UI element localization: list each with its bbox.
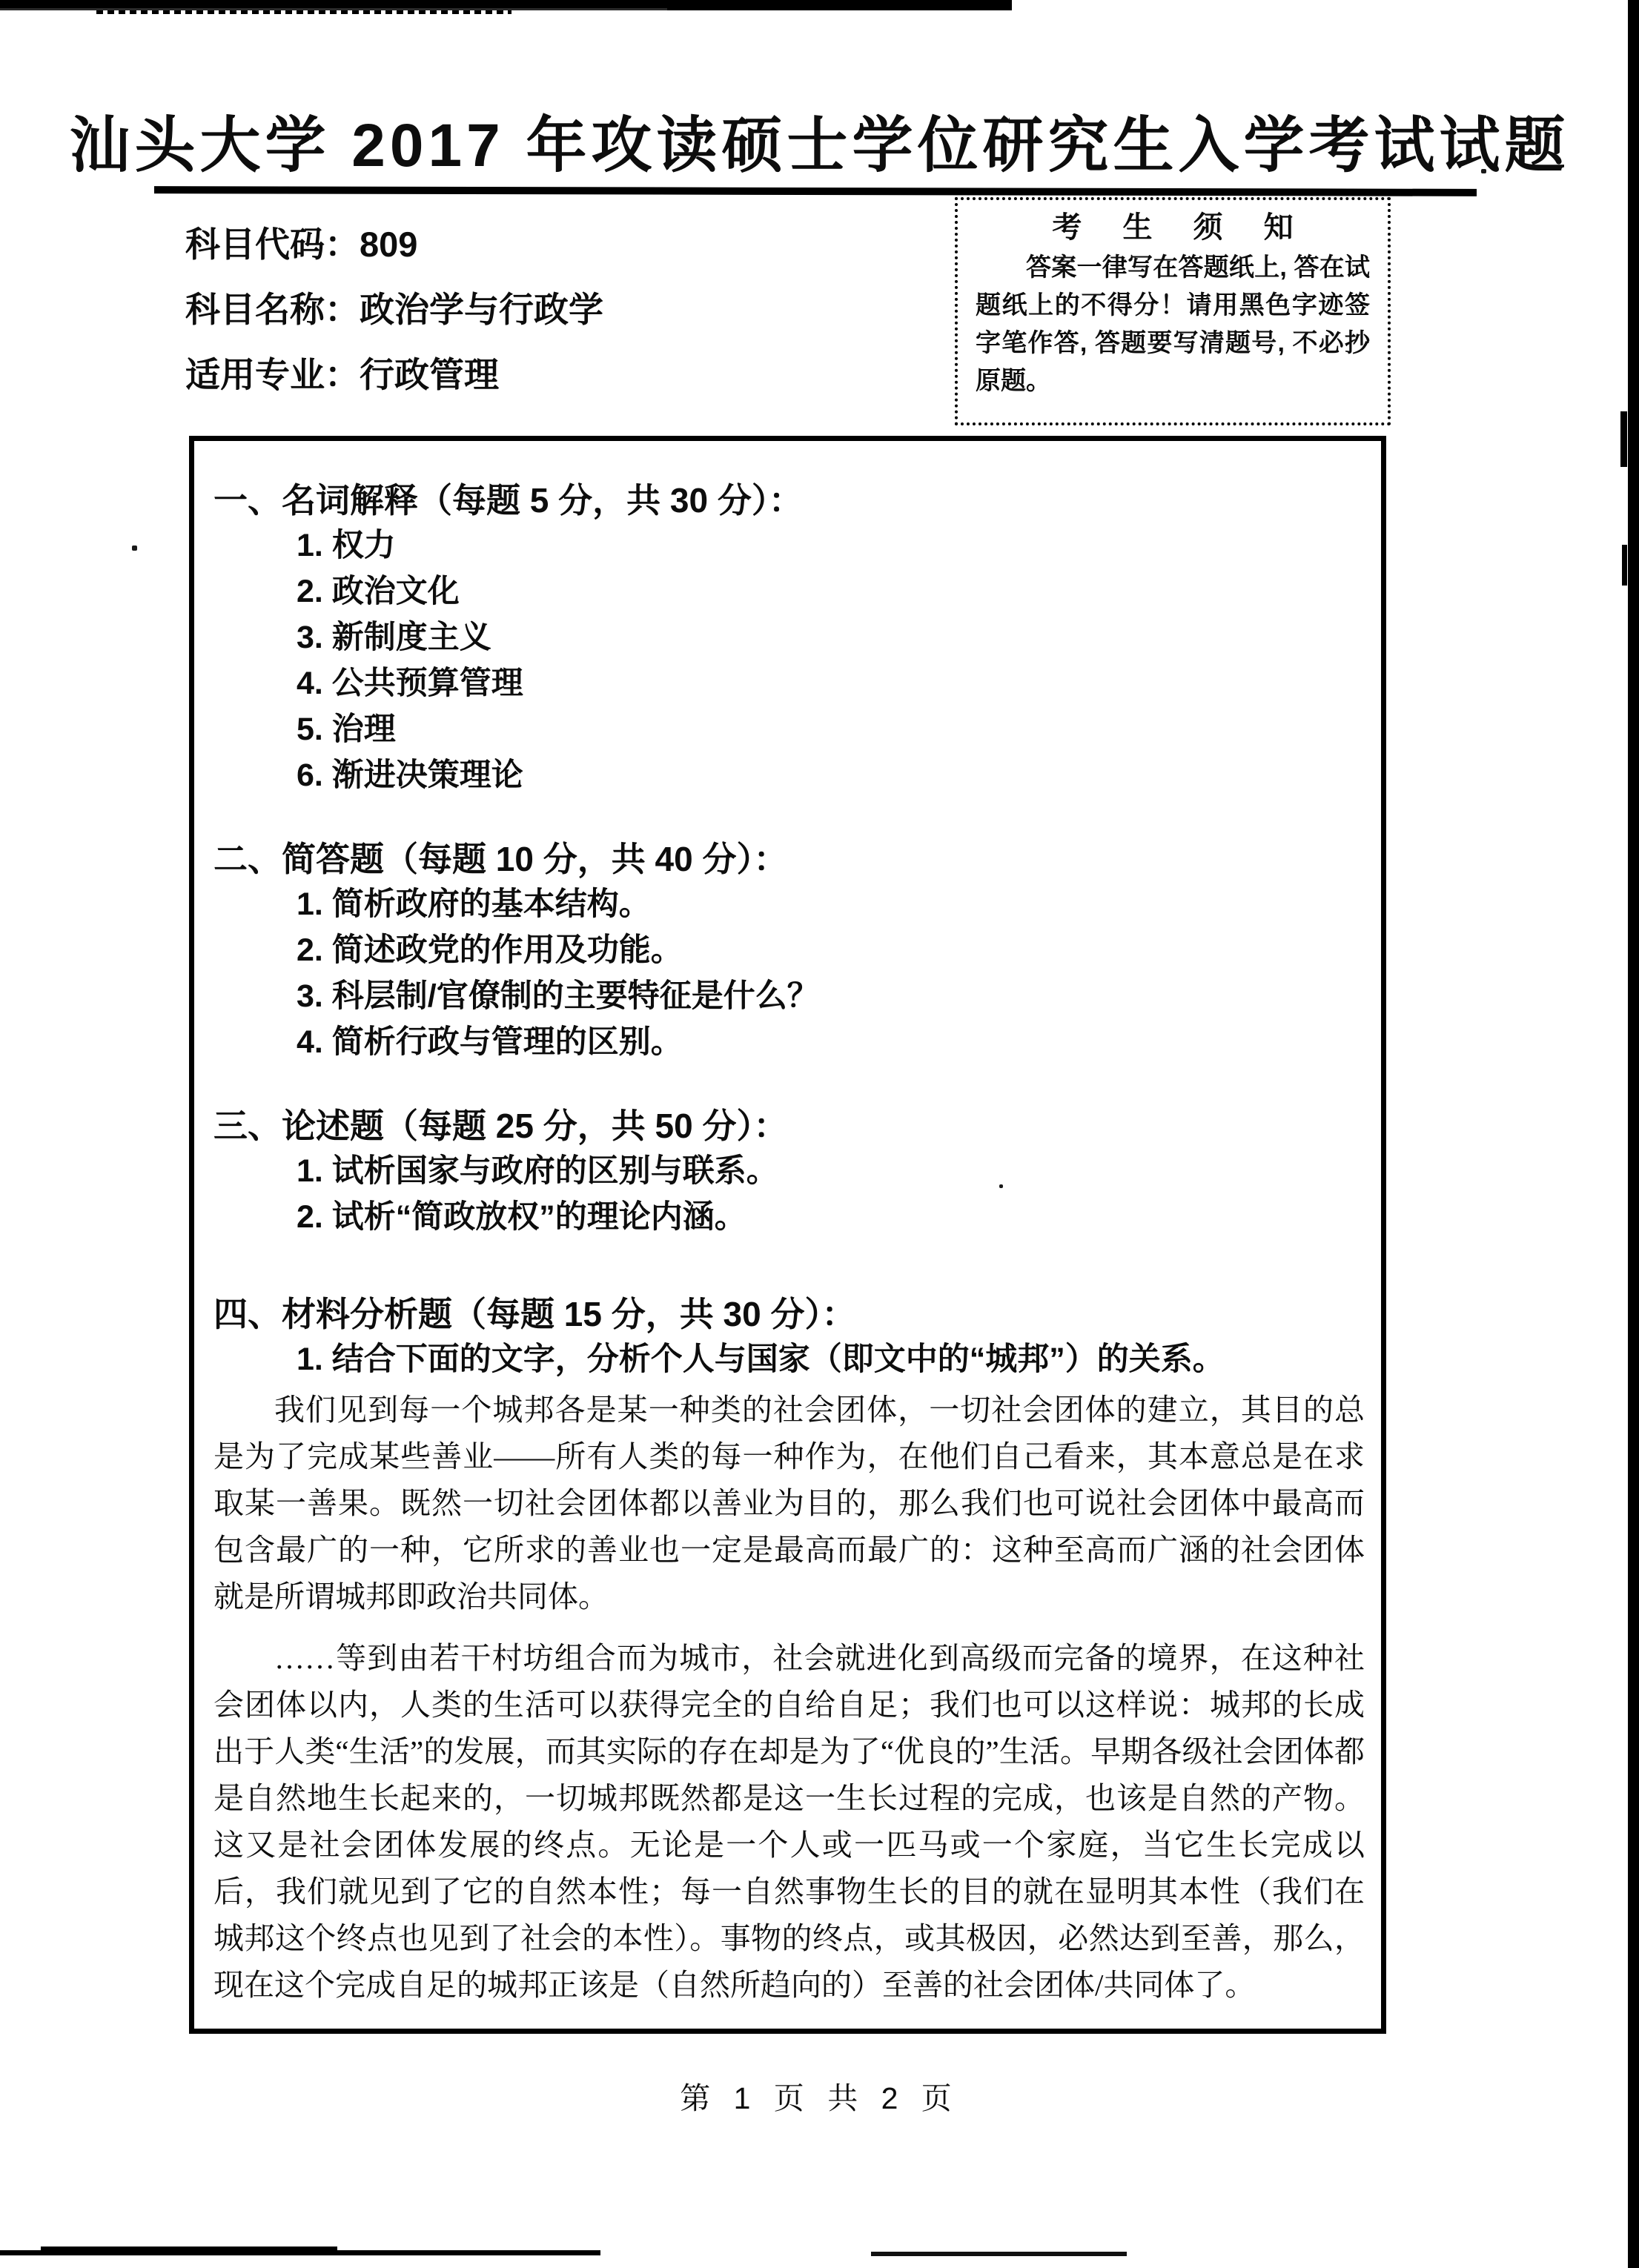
questions-box [189,436,1386,2034]
page-footer: 第 1 页 共 2 页 [680,2081,959,2115]
exam-title: 汕头大学 2017 年攻读硕士学位研究生入学考试试题 [69,112,1570,179]
candidate-notice-box [955,197,1391,425]
major-line: 适用专业：行政管理 [185,355,499,394]
section-heading: 三、论述题（每题 25 分，共 50 分）： [213,1107,788,1145]
scan-artifact-bottom-left [0,2250,600,2255]
question-item: 6. 渐进决策理论 [297,757,523,793]
question-item: 3. 新制度主义 [297,620,491,655]
question-item: 1. 权力 [297,528,396,563]
material-text [213,1387,1365,2009]
section-essay [213,1104,1365,1240]
scan-artifact-right-tick [1622,545,1627,586]
scan-speck [132,546,137,551]
notice-body: 答案一律写在答题纸上, 答在试题纸上的不得分！请用黑色字迹签字笔作答, 答题要写清题号, 不必抄原题。 [976,253,1370,395]
material-paragraph: ……等到由若干村坊组合而为城市，社会就进化到高级而完备的境界，在这种社会团体以内，人类的生活可以获得完全的自给自足；我们也可以这样说：城邦的长成出于人类“生活”的发展，而其实际的存在却是为了“优良的”生活。早期各级社会团体都是自然地生长起来的，一切城邦既然都是这一生长过程的完成，也该是自然的产物。这又是社会团体发展的终点。无论是一个人或一匹马或一个家庭，当它生长完成以后，我们就见到了它的自然本性；每一自然事物生长的目的就在显明其本性（我们在城邦这个终点也见到了社会的本性）。事物的终点，或其极因，必然达到至善，那么，现在这个完成自足的城邦正该是（自然所趋向的）至善的社会团体/共同体了。 [213,1641,1365,2002]
section-material-analysis [213,1292,1365,2009]
question-item: 5. 治理 [297,712,396,747]
question-item: 3. 科层制/官僚制的主要特征是什么？ [297,978,819,1014]
material-paragraph: 我们见到每一个城邦各是某一种类的社会团体，一切社会团体的建立，其目的总是为了完成某些善业——所有人类的每一种作为，在他们自己看来，其本意总是在求取某一善果。既然一切社会团体都以善业为目的，那么我们也可说社会团体中最高而包含最广的一种，它所求的善业也一定是最高而最广的：这种至高而广涵的社会团体就是所谓城邦即政治共同体。 [213,1393,1365,1614]
section-heading: 二、简答题（每题 10 分，共 40 分）： [213,840,788,878]
scan-artifact-bottom-mid [871,2252,1127,2256]
title-underline [154,186,1477,196]
section-items [297,881,1365,1065]
question-item: 1. 简析政府的基本结构。 [297,886,651,922]
subject-code-line: 科目代码：809 [185,225,418,264]
section-items [297,1336,1365,1382]
question-item: 1. 试析国家与政府的区别与联系。 [297,1153,778,1189]
scan-artifact-bottom-left [41,2247,337,2251]
section-heading: 一、名词解释（每题 5 分，共 30 分）： [213,481,803,520]
question-item: 2. 试析“简政放权”的理论内涵。 [297,1199,746,1235]
section-short-answer [213,837,1365,1065]
question-item: 2. 政治文化 [297,574,460,609]
question-item: 1. 结合下面的文字，分析个人与国家（即文中的“城邦”）的关系。 [297,1342,1225,1377]
scan-artifact-right-bar [1628,0,1639,2268]
notice-title: 考 生 须 知 [1052,211,1310,244]
question-item: 4. 公共预算管理 [297,666,523,701]
section-glossary [213,478,1365,798]
section-items [297,1148,1365,1240]
question-item: 4. 简析行政与管理的区别。 [297,1024,683,1060]
subject-name-line: 科目名称：政治学与行政学 [185,290,603,329]
section-heading: 四、材料分析题（每题 15 分，共 30 分）： [213,1295,856,1333]
scan-artifact-right-tick [1620,411,1627,467]
section-items [297,523,1365,798]
exam-meta [185,212,603,408]
scan-artifact-top-thin [0,8,667,10]
question-item: 2. 简述政党的作用及功能。 [297,932,683,968]
